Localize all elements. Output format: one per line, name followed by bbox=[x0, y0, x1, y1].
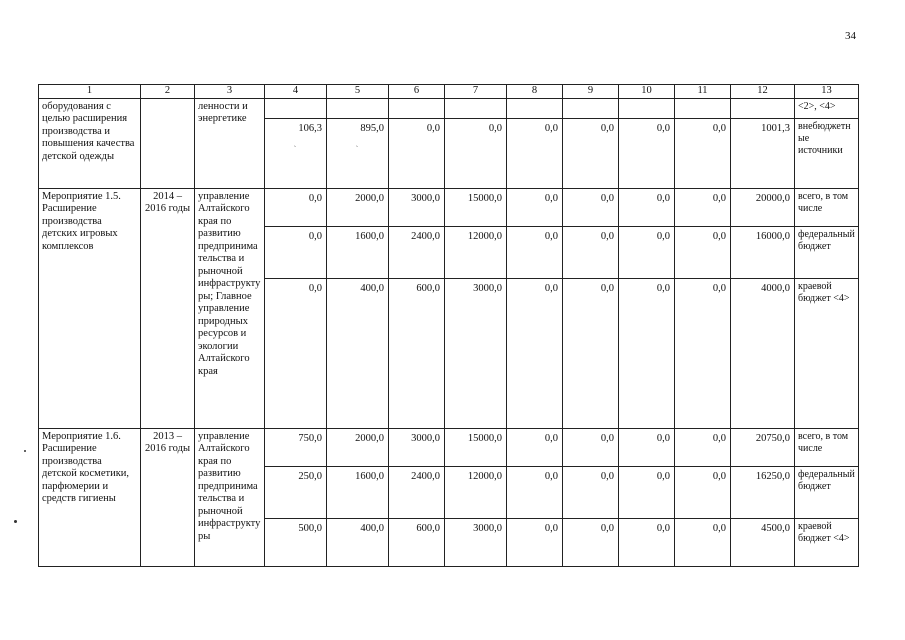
source-cell: всего, в том числе bbox=[795, 188, 859, 226]
header-cell: 8 bbox=[507, 85, 563, 99]
source-cell: краевой бюджет <4> bbox=[795, 278, 859, 428]
executor-cell: управление Алтайского края по развитию предпринимательства и рыночной инфраструктуры; Главное управление природных ресурсов и экологии Алтайского края bbox=[195, 188, 265, 428]
value-cell: 2400,0 bbox=[389, 226, 445, 278]
value-cell: 3000,0 bbox=[389, 428, 445, 466]
header-cell: 7 bbox=[445, 85, 507, 99]
value-cell: 0,0 bbox=[675, 118, 731, 188]
value-cell bbox=[507, 98, 563, 118]
source-cell: федеральный бюджет bbox=[795, 466, 859, 518]
value-cell: 12000,0 bbox=[445, 466, 507, 518]
header-cell: 11 bbox=[675, 85, 731, 99]
value-cell: 0,0 bbox=[507, 278, 563, 428]
value-cell: 0,0 bbox=[389, 118, 445, 188]
measure-name: Мероприятие 1.5. Расширение производства детских игровых комплексов bbox=[39, 188, 141, 428]
value-cell bbox=[445, 98, 507, 118]
value-cell: 0,0 bbox=[507, 188, 563, 226]
value-cell: 0,0 bbox=[675, 466, 731, 518]
header-cell: 10 bbox=[619, 85, 675, 99]
period-cell bbox=[141, 98, 195, 188]
value-cell: 400,0 bbox=[327, 518, 389, 566]
header-row bbox=[39, 85, 859, 99]
value-cell: 600,0 bbox=[389, 518, 445, 566]
value-cell: 2000,0 bbox=[327, 188, 389, 226]
header-cell: 12 bbox=[731, 85, 795, 99]
executor-cell: ленности и энергетике bbox=[195, 98, 265, 188]
value-cell: 0,0 bbox=[563, 518, 619, 566]
value-cell: 400,0 bbox=[327, 278, 389, 428]
header-cell: 3 bbox=[195, 85, 265, 99]
value-cell: 0,0 bbox=[507, 118, 563, 188]
value-cell: 0,0 bbox=[563, 226, 619, 278]
value-cell: 0,0 bbox=[563, 428, 619, 466]
value-cell: 20750,0 bbox=[731, 428, 795, 466]
table-row bbox=[39, 188, 859, 226]
value-cell: 0,0 bbox=[619, 118, 675, 188]
value-cell: 0,0 bbox=[563, 278, 619, 428]
value-cell: 2400,0 bbox=[389, 466, 445, 518]
value-cell: 0,0 bbox=[619, 466, 675, 518]
value-cell: 1001,3 bbox=[731, 118, 795, 188]
value-cell: 0,0 bbox=[619, 188, 675, 226]
source-cell: <2>, <4> bbox=[795, 98, 859, 118]
executor-cell: управление Алтайского края по развитию предпринимательства и рыночной инфраструктуры bbox=[195, 428, 265, 566]
value-cell: 895,0 ˎ bbox=[327, 118, 389, 188]
scan-mark-icon: ˎ bbox=[293, 138, 297, 147]
period-cell: 2014 – 2016 годы bbox=[141, 188, 195, 428]
value-cell bbox=[619, 98, 675, 118]
header-cell: 2 bbox=[141, 85, 195, 99]
header-cell: 9 bbox=[563, 85, 619, 99]
value-cell: 0,0 bbox=[445, 118, 507, 188]
value-cell: 15000,0 bbox=[445, 188, 507, 226]
value-cell bbox=[389, 98, 445, 118]
header-cell: 13 bbox=[795, 85, 859, 99]
value-cell: 106,3 ˎ bbox=[265, 118, 327, 188]
value-cell: 0,0 bbox=[265, 188, 327, 226]
source-cell: федеральный бюджет bbox=[795, 226, 859, 278]
header-cell: 4 bbox=[265, 85, 327, 99]
value-cell: 3000,0 bbox=[445, 278, 507, 428]
value-cell: 4500,0 bbox=[731, 518, 795, 566]
table-row bbox=[39, 428, 859, 466]
scan-speck-icon bbox=[14, 520, 17, 523]
value-cell: 16000,0 bbox=[731, 226, 795, 278]
value-cell bbox=[675, 98, 731, 118]
scan-mark-icon: ˎ bbox=[355, 138, 359, 147]
page-number: 34 bbox=[845, 30, 856, 42]
value-cell: 0,0 bbox=[265, 278, 327, 428]
measure-name: оборудования с целью расширения производства и повышения качества детской одежды bbox=[39, 98, 141, 188]
value-cell: 0,0 bbox=[507, 518, 563, 566]
value-cell: 0,0 bbox=[507, 428, 563, 466]
value-cell: 750,0 bbox=[265, 428, 327, 466]
value-cell: 0,0 bbox=[675, 188, 731, 226]
value-cell: 4000,0 bbox=[731, 278, 795, 428]
value-cell: 0,0 bbox=[675, 518, 731, 566]
value-cell: 0,0 bbox=[563, 188, 619, 226]
value-cell: 12000,0 bbox=[445, 226, 507, 278]
value-cell: 15000,0 bbox=[445, 428, 507, 466]
header-cell: 6 bbox=[389, 85, 445, 99]
value-cell: 0,0 bbox=[619, 226, 675, 278]
value-cell: 0,0 bbox=[507, 466, 563, 518]
scan-speck-icon bbox=[24, 450, 26, 452]
value-cell: 0,0 bbox=[265, 226, 327, 278]
value-cell: 250,0 bbox=[265, 466, 327, 518]
value-cell: 3000,0 bbox=[445, 518, 507, 566]
value-cell: 3000,0 bbox=[389, 188, 445, 226]
period-cell: 2013 – 2016 годы bbox=[141, 428, 195, 566]
value-cell: 1600,0 bbox=[327, 226, 389, 278]
value-cell: 0,0 bbox=[675, 226, 731, 278]
value-cell bbox=[731, 98, 795, 118]
value-cell: 2000,0 bbox=[327, 428, 389, 466]
budget-table bbox=[38, 84, 859, 567]
value-cell: 0,0 bbox=[675, 278, 731, 428]
value-cell: 20000,0 bbox=[731, 188, 795, 226]
value-cell: 0,0 bbox=[563, 118, 619, 188]
source-cell: краевой бюджет <4> bbox=[795, 518, 859, 566]
value-cell: 0,0 bbox=[619, 278, 675, 428]
value-cell: 0,0 bbox=[619, 518, 675, 566]
value-cell: 16250,0 bbox=[731, 466, 795, 518]
value-cell: 0,0 bbox=[563, 466, 619, 518]
value-cell: 500,0 bbox=[265, 518, 327, 566]
value-cell bbox=[327, 98, 389, 118]
header-cell: 5 bbox=[327, 85, 389, 99]
table-row bbox=[39, 98, 859, 118]
source-cell: всего, в том числе bbox=[795, 428, 859, 466]
source-cell: внебюджетные источники bbox=[795, 118, 859, 188]
value-cell: 1600,0 bbox=[327, 466, 389, 518]
header-cell: 1 bbox=[39, 85, 141, 99]
measure-name: Мероприятие 1.6. Расширение производства детской косметики, парфюмерии и средств гигиены bbox=[39, 428, 141, 566]
value-cell: 0,0 bbox=[675, 428, 731, 466]
value-cell bbox=[265, 98, 327, 118]
value-cell: 600,0 bbox=[389, 278, 445, 428]
value-cell: 0,0 bbox=[619, 428, 675, 466]
value-cell bbox=[563, 98, 619, 118]
value-cell: 0,0 bbox=[507, 226, 563, 278]
